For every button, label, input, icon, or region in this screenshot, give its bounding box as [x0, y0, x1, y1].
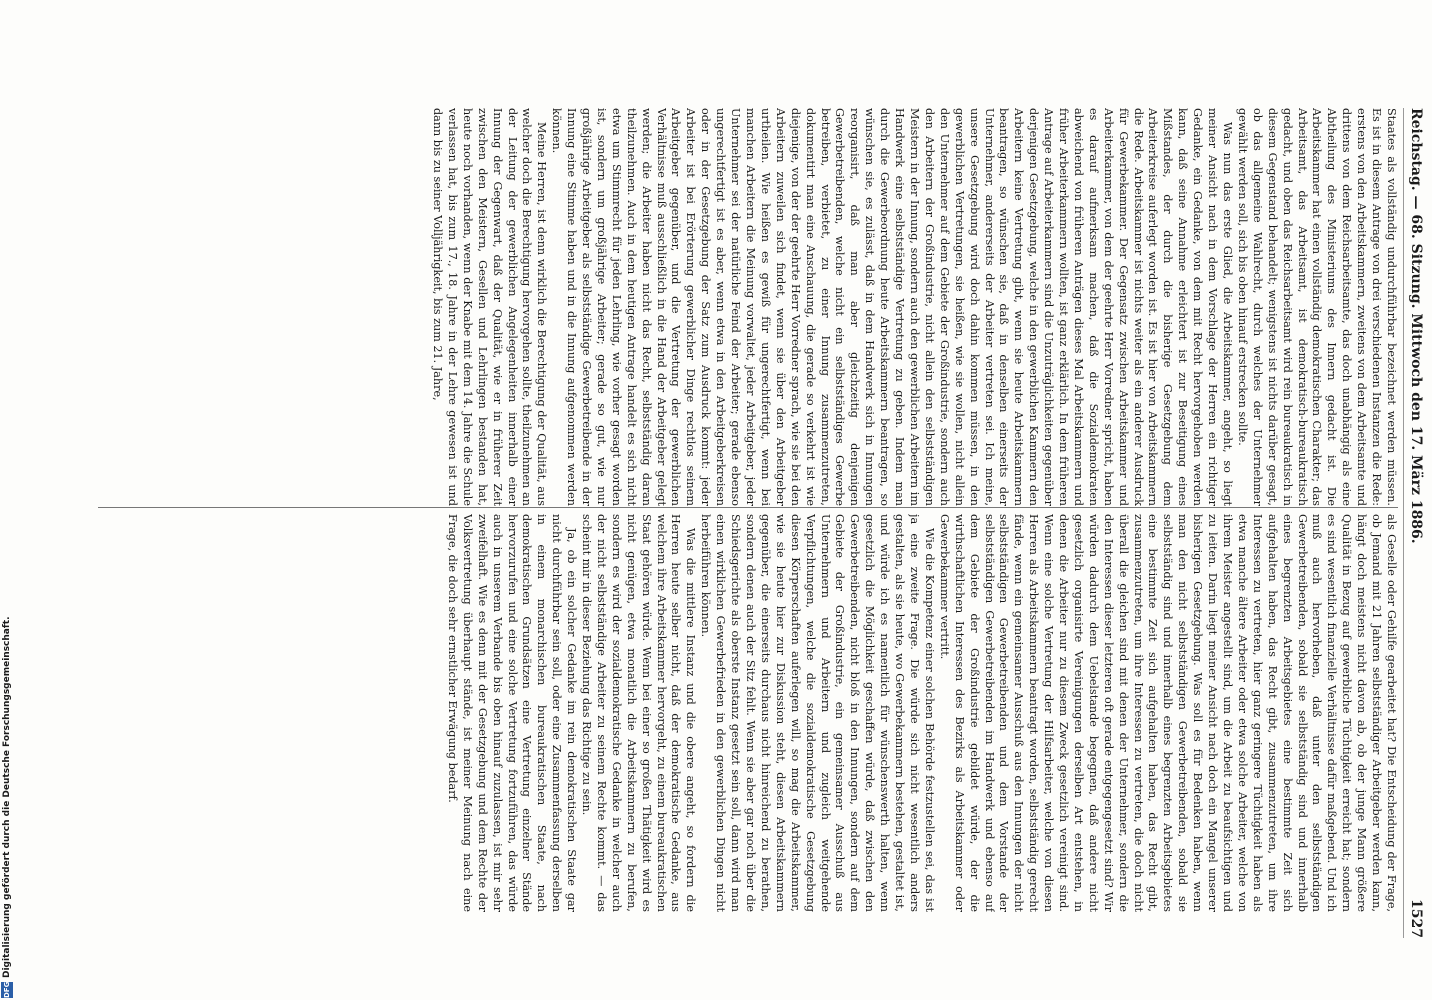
- digitization-imprint: [0, 0, 20, 1000]
- paragraph: Meine Herren, ist denn wirklich die Berechtigung der Qualität, aus welcher doch die Berechtigung hervorgehen sollte, theilzunehmen an der Leitung der gewerblichen Angelegenheiten innerhalb einer Innung der Gegenwart, daß der Qualität, wie er in früherer Zeit zwischen den Meistern, Gesellen und Lehrlingen bestanden hat, heute noch vorhanden, wenn der Knabe mit dem 14. Jahre die Schule verlassen hat, bis zum 17., 18. Jahre in der Lehre gewesen ist und dann bis zu seiner Volljährigkeit, bis zum 21. Jahre,: [431, 108, 549, 506]
- page-header: [1406, 108, 1424, 938]
- text-column-left: [98, 108, 1398, 506]
- paragraph: als Geselle oder Gehilfe gearbeitet hat? Die Entscheidung der Frage, ob Jemand mit 21 Jahren selbstständiger Arbeitgeber werden kann, hängt doch meistens nicht davon ab, ob der junge Mann größere Qualität in Bezug auf gewerbliche Tüchtigkeit erreicht hat; sondern es sind wesentlich finanzielle Verhältnisse dafür maßgebend. Und ich muß auch hervorheben, daß unter den selbstständigen Gewerbetreibenden, sobald sie selbstständig sind und innerhalb eines begrenzten Arbeitsgebietes eine bestimmte Zeit sich aufgehalten haben, das Recht gibt, zusammenzutreten, um ihre Interessen zu vertreten, hier ganz geringere Tüchtigkeit haben als etwa manche ältere Arbeiter oder etwa solche Arbeiter, welche von ihrem Meister angestellt sind, um die Arbeit zu beaufsichtigen und zu leiten. Darin liegt meiner Ansicht nach doch ein Mangel unserer bisherigen Gesetzgebung. Was soll es für Bedenken haben, wenn man den nicht selbstständigen Gewerbetreibenden, sobald sie selbstständig sind und innerhalb eines begrenzten Arbeitsgebietes eine bestimmte Zeit sich aufgehalten haben, das Recht gibt, zusammenzutreten, um ihre Interessen zu vertreten, die doch nicht überall die gleichen sind mit denen der Unternehmer, sondern die den Interessen dieser letzteren oft gerade entgegengesetzt sind? Wir würden dadurch dem Uebelstande begegnen, daß andere nicht gesetzlich organisirte Vereinigungen derselben Art entstehen, in denen die Arbeiter nur zu diesem Zweck gesetzlich vereinigt sind. Wenn eine solche Vertretung der Hilfsarbeiter, welche von diesen Herren als Arbeitskammern beantragt worden, selbstständig gerecht fände, wenn ein gemeinsamer Ausschuß aus den Innungen der nicht selbstständigen Gewerbetreibenden und dem Vorstande der selbstständigen Gewerbetreibenden im Handwerk und ebenso auf dem Gebiete der Großindustrie gebildet würde, der die wirthschaftlichen Interessen des Bezirks als Arbeitskammer oder Gewerbekammer vertritt.: [937, 514, 1398, 912]
- imprint-text: Digitalisierung gefördert durch die Deutsche Forschungsgemeinschaft.: [2, 616, 12, 978]
- paragraph: Was die mittlere Instanz und die obere angeht, so fordern die Herren heute selber nicht, daß der demokratische Gedanke, aus welchem ihre Arbeitskammer hervorgeht, zu einem bureaukratischen Staat gehören würde. Wenn bei einer so großen Thätigkeit wird es nicht genügen, etwa monatlich die Arbeitskammern zu berufen, sondern es wird der sozialdemokratische Gedanke in welcher auch der nicht selbstständige Arbeiter zu seinem Rechte kommt. — das scheint mir in dieser Beziehung das Richtige zu sein.: [580, 514, 698, 912]
- dfg-logo-icon: DFG: [3, 981, 11, 998]
- page-number: 1527: [1408, 899, 1424, 938]
- header-title: Reichstag. — 68. Sitzung. Mittwoch den 17. März 1886.: [1408, 108, 1424, 544]
- header-rule: [1403, 108, 1404, 938]
- paragraph: Staates als vollständig undurchführbar bezeichnet werden müssen. Es ist in diesem Antrage von drei verschiedenen Instanzen die Rede: erstens von den Arbeitskammern, zweitens von dem Arbeitsamte und drittens von dem Reichsarbeitsamte, das doch unabhängig als eine Abtheilung des Ministeriums des Innern gedacht ist. Die Arbeitskammer hat einen vollständig demokratischen Charakter; das Arbeitsamt, das Arbeitsamt, ist demokratisch-bureaukratisch gedacht, und oben das Reichsarbeitsamt wird rein bureaukratisch in diesem Gegenstand behandelt; wenigstens ist nichts darüber gesagt, ob das allgemeine Wahlrecht, durch welches der Unternehmer gewählt werden soll, sich bis oben hinauf erstrecken sollte.: [1235, 108, 1398, 506]
- paragraph: Was nun das erste Glied, die Arbeitskammer, angeht, so liegt meiner Ansicht nach in dem Vorschlage der Herren ein richtiger Gedanke, ein Gedanke, von dem mit Recht hervorgehoben werden kann, daß seine Annahme erleichtert ist zur Beseitigung eines Mißstandes, der durch die bisherige Gesetzgebung dem Arbeiterkreise auferlegt worden ist. Es ist hier von Arbeitskammern die Rede. Arbeitskammer ist nichts weiter als ein anderer Ausdruck für Gewerbekammer. Der Gegensatz zwischen Arbeitskammer und Arbeiterkammer, von dem der geehrte Herr Vorredner spricht, haben es darauf aufmerksam machen, daß die Sozialdemokraten abweichend von früheren Anträgen dieses Mal Arbeitskammern und früher Arbeiterkammern wollten, ist ganz erklärlich. In dem früheren Antrage auf Arbeiterkammern sind die Unzuträglichkeiten gegenüber derjenigen Gesetzgebung, welche in den gewerblichen Kammern den Arbeitern keine Vertretung gibt, wenn sie heute Arbeitskammern beantragen, so wünschen sie, daß in denselben einerseits der Unternehmer, andererseits der Arbeiter vertreten sei. Ich meine, unsere Gesetzgebung wird doch dahin kommen müssen, in den gewerblichen Vertretungen, sie heißen, wie sie wollen, nicht allein den Unternehmer auf dem Gebiete der Großindustrie, sondern auch den Arbeitern der Großindustrie, nicht allein den selbstständigen Meistern in der Innung, sondern auch den gewerblichen Arbeitern im Handwerk eine selbstständige Vertretung zu geben. Indem man durch die Gewerbeordnung heute Arbeitskammern beantragen, so wünschen sie, es zulässt, daß in dem Handwerk sich in Innungen reorganisirt, daß man aber gleichzeitig denjenigen Gewerbetreibenden, welche nicht ein selbstständiges Gewerbe betreiben, verbietet, zu einer Innung zusammenzutreten, dokumentirt man eine Anschauung, die gerade so verkehrt ist wie diejenige, von der der geehrte Herr Vorredner sprach, wie sie bei den Arbeitern zuweilen sich findet, wenn sie über den Arbeitgeber urtheilen. Wie heißen es gewiß für ungerechtfertigt, wenn bei manchen Arbeitern die Meinung vorwaltet, jeder Arbeitgeber, jeder Unternehmer sei der natürliche Feind der Arbeiter; gerade ebenso ungerechtfertigt ist es aber, wenn etwa in den Arbeitgeberkreisen oder in der Gesetzgebung der Satz zum Ausdruck kommt: jeder Arbeiter ist bei Erörterung gewerblicher Dinge rechtlos seinem Arbeitgeber gegenüber, und die Vertretung der gewerblichen Verhältnisse muß ausschließlich in die Hand der Arbeitgeber gelegt werden; die Arbeiter haben nicht das Recht, selbstständig daran theilzunehmen. Auch in dem heutigen Antrage handelt es sich nicht etwa um Stimmrecht für jeden Lehrling, wie vorher gesagt worden ist, sondern um großjährige Arbeiter; gerade so gut, wie nur großjährige Arbeitgeber als selbstständige Gewerbetreibende in der Innung eine Stimme haben und in die Innung aufgenommen werden können.: [550, 108, 1235, 506]
- text-column-right: [98, 514, 1398, 912]
- column-divider: [98, 507, 1398, 508]
- paragraph: Ja, ob ein solcher Gedanke im rein demokratischen Staate gar nicht durchführbar sein soll, oder eine Zusammenfassung derselben in einem monarchischen bureaukratischen Staate, nach demokratischen Grundsätzen eine Vertretung einzelner Stände hervorzurufen und eine solche Vertretung fortzuführen, das würde auch in unserem Verbande bis oben hinauf zuzulassen, ist mir sehr zweifelhaft. Wie es denn mit der Gesetzgebung und dem Rechte der Volksvertretung überhaupt stände, ist meiner Meinung nach eine Frage, die doch sehr ernstlicher Erwägung bedarf.: [445, 514, 579, 912]
- paragraph: Wie die Kompetenz einer solchen Behörde festzustellen sei, das ist ja eine zweite Frage. Die würde sich nicht wesentlich anders gestalten, als sie heute, wo Gewerbekammern bestehen, gestaltet ist, und würde ich es namentlich für wünschenswerth halten, wenn gesetzlich die Möglichkeit geschaffen würde, daß zwischen den Gewerbetreibenden, nicht bloß in den Innungen, sondern auf dem Gebiete der Großindustrie, ein gemeinsamer Ausschuß aus Unternehmern und Arbeitern und zugleich weitgehende Verpflichtungen, welche die sozialdemokratische Gesetzgebung diesen Körperschaften auferlegen will, so mag die Arbeitskammer, wie sie heute hier zur Diskussion steht, diesen Arbeitskammern gegenüber, die einerseits durchaus nicht hinreichend zu berathen, sondern denen auch der Sitz fehlt. Wenn sie aber gar noch über die Schiedsgerichte als oberste Instanz gesetzt sein soll, dann wird man einen wirklichen Gewerbefrieden in den gewerblichen Dingen nicht herbeiführen können.: [699, 514, 936, 912]
